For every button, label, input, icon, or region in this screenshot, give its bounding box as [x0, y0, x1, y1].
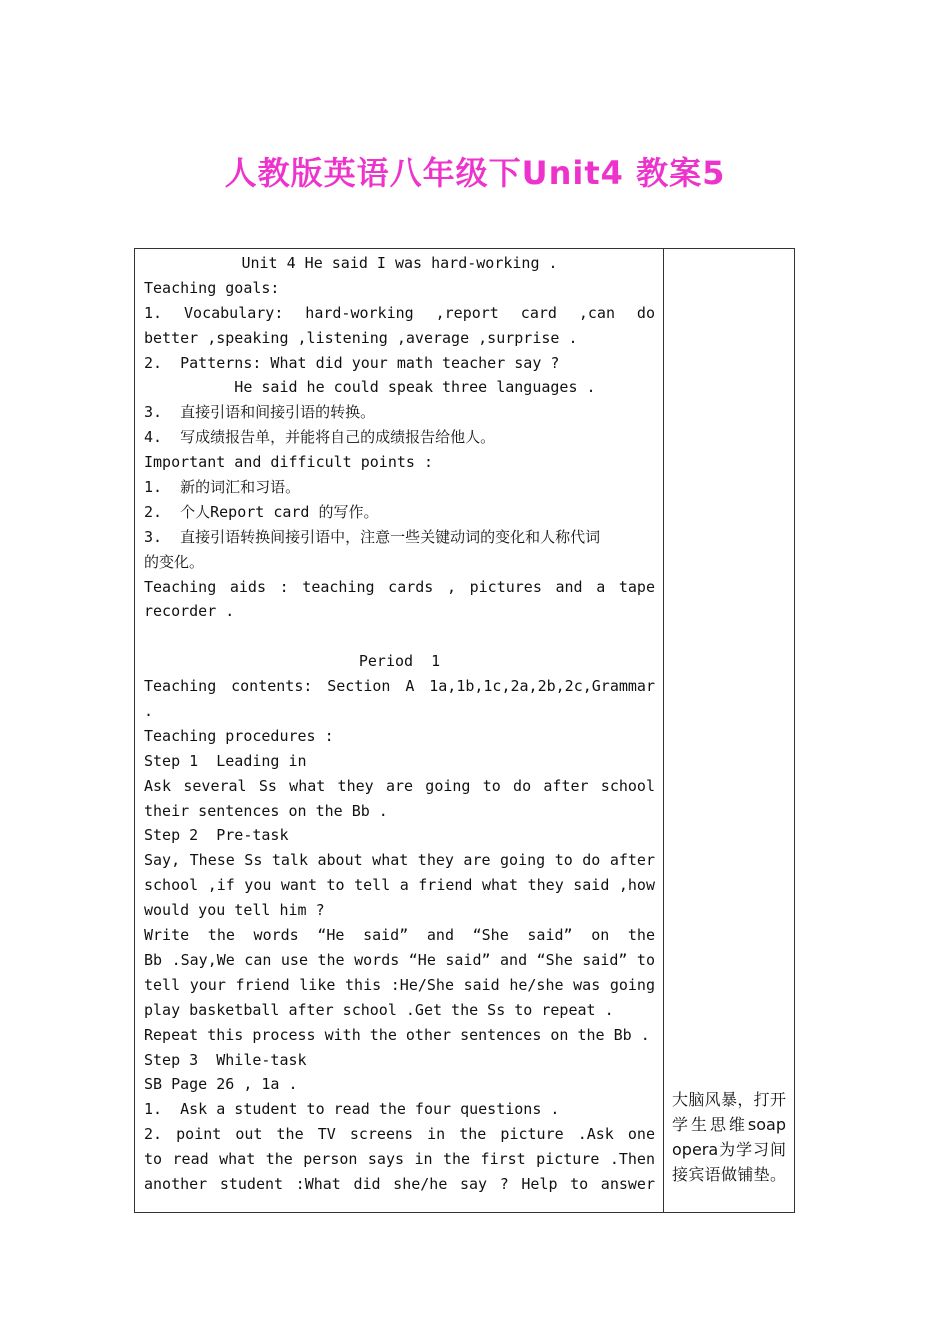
margin-note: 大脑风暴，打开学生思维soap opera为学习间接宾语做铺垫。 [672, 1090, 786, 1184]
text-line: Repeat this process with the other sentences on the Bb . [144, 1025, 650, 1044]
text-line: would you tell him ? [144, 901, 325, 920]
text-line: better ,speaking ,listening ,average ,surprise . [144, 328, 578, 347]
lesson-content-column [135, 249, 664, 1212]
text-line: to read what the person says in the first picture .Then [144, 1150, 655, 1169]
page-title: 人教版英语八年级下Unit4 教案5 [224, 154, 726, 192]
text-line: 1. Ask a student to read the four questions . [144, 1100, 560, 1119]
text-line: . [144, 702, 154, 721]
text-line: Bb .Say,We can use the words “He said” and “She said” to [144, 950, 655, 969]
text-line: 3. 直接引语和间接引语的转换。 [144, 403, 376, 422]
lesson-plan-table [134, 248, 795, 1213]
text-line: Teaching aids : teaching cards , pictures and a tape [144, 577, 655, 596]
text-line: He said he could speak three languages . [144, 378, 596, 397]
text-line: 2. 个人Report card 的写作。 [144, 502, 379, 521]
text-line: their sentences on the Bb . [144, 801, 388, 820]
text-line: school ,if you want to tell a friend what they said ,how [144, 876, 655, 895]
notes-column [664, 249, 794, 1212]
text-line: Important and difficult points : [144, 453, 433, 472]
text-line: 4. 写成绩报告单，并能将自己的成绩报告给他人。 [144, 428, 496, 447]
text-line: 1. 新的词汇和习语。 [144, 478, 301, 497]
step-heading: Step 2 Pre-task [144, 826, 289, 845]
text-line: another student :What did she/he say ? Help to answer [144, 1174, 655, 1193]
text-line: Teaching procedures : [144, 726, 334, 745]
text-line: tell your friend like this :He/She said he/she was going [144, 975, 655, 994]
text-line: Teaching goals: [144, 278, 280, 297]
step-heading: Step 3 While-task [144, 1050, 307, 1069]
step-heading: Step 1 Leading in [144, 751, 307, 770]
unit-heading: Unit 4 He said I was hard-working . [241, 254, 558, 272]
text-line: recorder . [144, 602, 235, 621]
text-line: Teaching contents: Section A 1a,1b,1c,2a,2b,2c,Grammar [144, 677, 655, 696]
text-line: play basketball after school .Get the Ss to repeat . [144, 1000, 614, 1019]
text-line: Ask several Ss what they are going to do after school [144, 776, 655, 795]
text-line: SB Page 26 , 1a . [144, 1075, 298, 1094]
text-line: Say, These Ss talk about what they are going to do after [144, 851, 655, 870]
text-line: 2. point out the TV screens in the picture .Ask one [144, 1125, 655, 1144]
period-heading: Period 1 [358, 652, 441, 671]
text-line: 2. Patterns: What did your math teacher say ? [144, 353, 560, 372]
blank-line [144, 624, 655, 649]
text-line: Write the words “He said” and “She said” on the [144, 926, 655, 945]
text-line: 1. Vocabulary: hard-working ,report card ,can do [144, 303, 655, 322]
text-line: 的变化。 [144, 552, 205, 571]
text-line: 3. 直接引语转换间接引语中，注意一些关键动词的变化和人称代词 [144, 527, 601, 546]
